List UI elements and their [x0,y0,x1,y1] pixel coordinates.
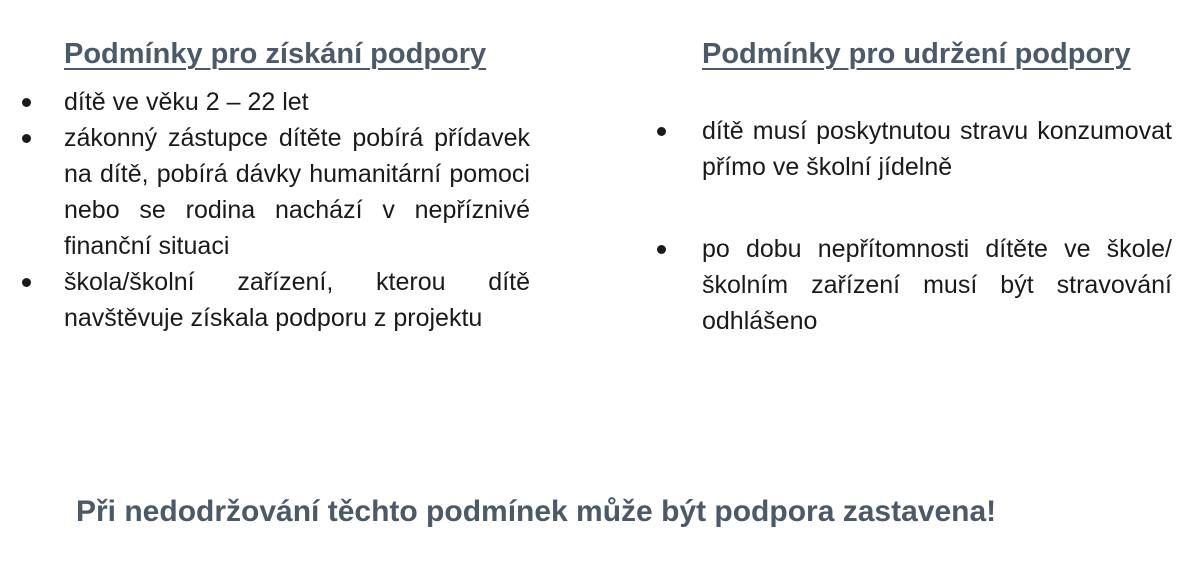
left-heading: Podmínky pro získání podpory [64,38,487,70]
list-item: zákonný zástupce dítěte pobírá přídavek na dítě, pobírá dávky humanitární pomoci nebo se rodina nachází v nepříznivé finanční situaci [64,120,530,264]
right-heading: Podmínky pro udržení podpory [702,38,1131,70]
right-column [702,30,1172,339]
list-item: škola/školní zařízení, kterou dítě navštěvuje získala podporu z projektu [64,264,530,336]
list-item: dítě ve věku 2 – 22 let [64,84,530,120]
list-item: po dobu nepřítomnosti dítěte ve škole/školním zařízení musí být stravování odhlášeno [702,231,1172,339]
list-item: dítě musí poskytnutou stravu konzumovat přímo ve školní jídelně [702,113,1172,185]
left-column [64,30,530,336]
left-bullet-list [64,84,530,336]
warning-text: Při nedodržování těchto podmínek může být podpora zastavena! [76,495,997,528]
right-bullet-list [702,113,1172,339]
